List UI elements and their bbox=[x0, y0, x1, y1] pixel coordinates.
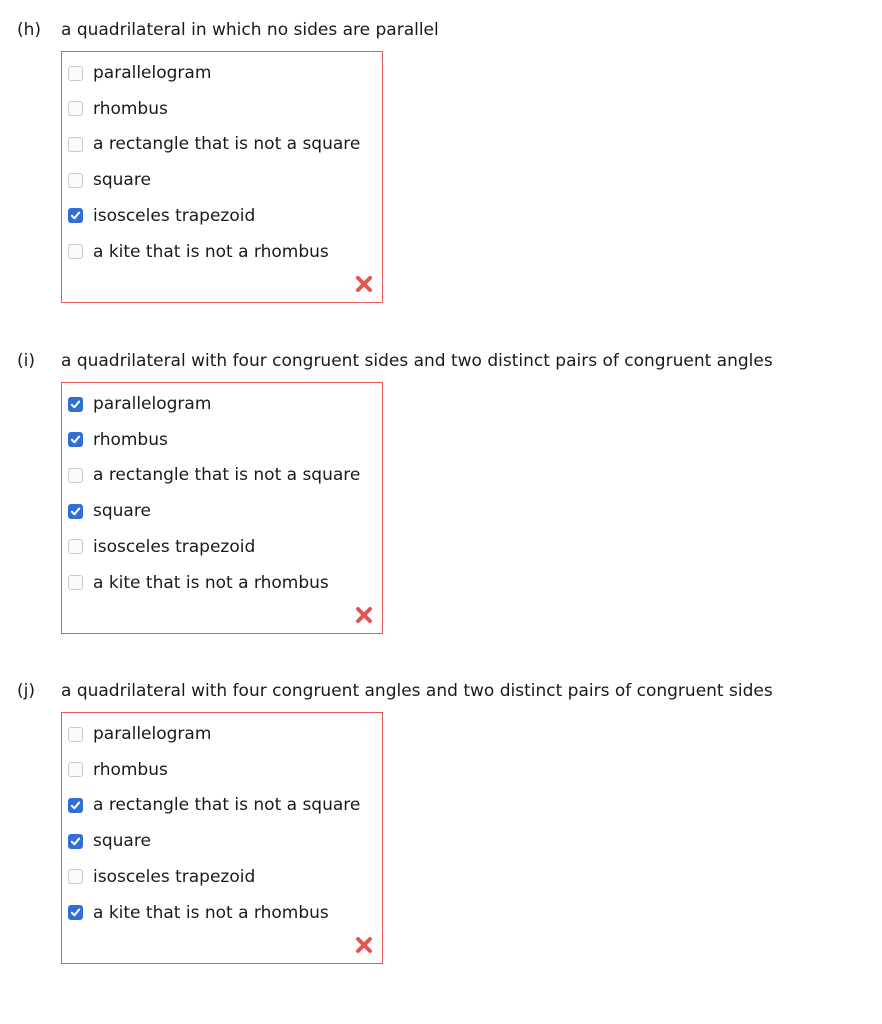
checkbox[interactable] bbox=[68, 575, 83, 590]
incorrect-x-icon bbox=[354, 274, 374, 294]
answer-options-box bbox=[61, 712, 383, 964]
checkbox[interactable] bbox=[68, 869, 83, 884]
option-label: isosceles trapezoid bbox=[93, 866, 256, 887]
option-5[interactable] bbox=[68, 571, 329, 595]
option-label: square bbox=[93, 831, 151, 852]
checkbox[interactable] bbox=[68, 798, 83, 813]
checkbox[interactable] bbox=[68, 834, 83, 849]
option-label: isosceles trapezoid bbox=[93, 205, 256, 226]
question-prompt: a quadrilateral with four congruent angles and two distinct pairs of congruent sides bbox=[61, 681, 773, 701]
option-4[interactable] bbox=[68, 865, 255, 889]
checkbox[interactable] bbox=[68, 727, 83, 742]
question-header bbox=[17, 680, 773, 702]
option-label: parallelogram bbox=[93, 724, 212, 744]
option-label: parallelogram bbox=[93, 394, 212, 414]
option-label: a kite that is not a rhombus bbox=[93, 241, 329, 262]
option-label: rhombus bbox=[93, 98, 168, 119]
checkbox[interactable] bbox=[68, 101, 83, 116]
option-3[interactable] bbox=[68, 829, 151, 853]
option-label: a kite that is not a rhombus bbox=[93, 572, 329, 593]
question-header bbox=[17, 19, 439, 41]
checkbox[interactable] bbox=[68, 208, 83, 223]
checkmark-icon bbox=[70, 399, 81, 410]
option-2[interactable] bbox=[68, 793, 360, 817]
option-3[interactable] bbox=[68, 168, 151, 192]
option-label: square bbox=[93, 170, 151, 191]
option-label: a rectangle that is not a square bbox=[93, 795, 361, 816]
option-1[interactable] bbox=[68, 758, 168, 782]
option-1[interactable] bbox=[68, 428, 168, 452]
option-label: a rectangle that is not a square bbox=[93, 134, 361, 155]
checkbox[interactable] bbox=[68, 173, 83, 188]
checkmark-icon bbox=[70, 836, 81, 847]
checkbox[interactable] bbox=[68, 432, 83, 447]
question-header bbox=[17, 350, 773, 372]
option-label: parallelogram bbox=[93, 63, 212, 83]
option-2[interactable] bbox=[68, 463, 360, 487]
answer-options-box bbox=[61, 382, 383, 634]
question-letter: (j) bbox=[17, 681, 35, 701]
checkbox[interactable] bbox=[68, 244, 83, 259]
checkmark-icon bbox=[70, 800, 81, 811]
option-5[interactable] bbox=[68, 901, 329, 925]
option-3[interactable] bbox=[68, 499, 151, 523]
option-0[interactable] bbox=[68, 722, 211, 746]
option-label: a rectangle that is not a square bbox=[93, 465, 361, 486]
question-prompt: a quadrilateral in which no sides are parallel bbox=[61, 20, 439, 40]
checkbox[interactable] bbox=[68, 539, 83, 554]
question-letter: (i) bbox=[17, 351, 35, 371]
question-letter: (h) bbox=[17, 20, 42, 40]
checkmark-icon bbox=[70, 506, 81, 517]
incorrect-x-icon bbox=[354, 935, 374, 955]
checkbox[interactable] bbox=[68, 504, 83, 519]
checkbox[interactable] bbox=[68, 66, 83, 81]
checkmark-icon bbox=[70, 434, 81, 445]
checkmark-icon bbox=[70, 210, 81, 221]
option-0[interactable] bbox=[68, 61, 211, 85]
checkbox[interactable] bbox=[68, 762, 83, 777]
question-prompt: a quadrilateral with four congruent sides and two distinct pairs of congruent angles bbox=[61, 351, 773, 371]
checkbox[interactable] bbox=[68, 468, 83, 483]
option-4[interactable] bbox=[68, 535, 255, 559]
option-label: a kite that is not a rhombus bbox=[93, 902, 329, 923]
checkbox[interactable] bbox=[68, 905, 83, 920]
option-label: square bbox=[93, 501, 151, 522]
option-4[interactable] bbox=[68, 204, 255, 228]
checkbox[interactable] bbox=[68, 397, 83, 412]
option-label: isosceles trapezoid bbox=[93, 536, 256, 557]
answer-options-box bbox=[61, 51, 383, 303]
option-5[interactable] bbox=[68, 240, 329, 264]
incorrect-x-icon bbox=[354, 605, 374, 625]
option-1[interactable] bbox=[68, 97, 168, 121]
option-label: rhombus bbox=[93, 429, 168, 450]
option-0[interactable] bbox=[68, 392, 211, 416]
checkbox[interactable] bbox=[68, 137, 83, 152]
option-2[interactable] bbox=[68, 132, 360, 156]
option-label: rhombus bbox=[93, 759, 168, 780]
checkmark-icon bbox=[70, 907, 81, 918]
